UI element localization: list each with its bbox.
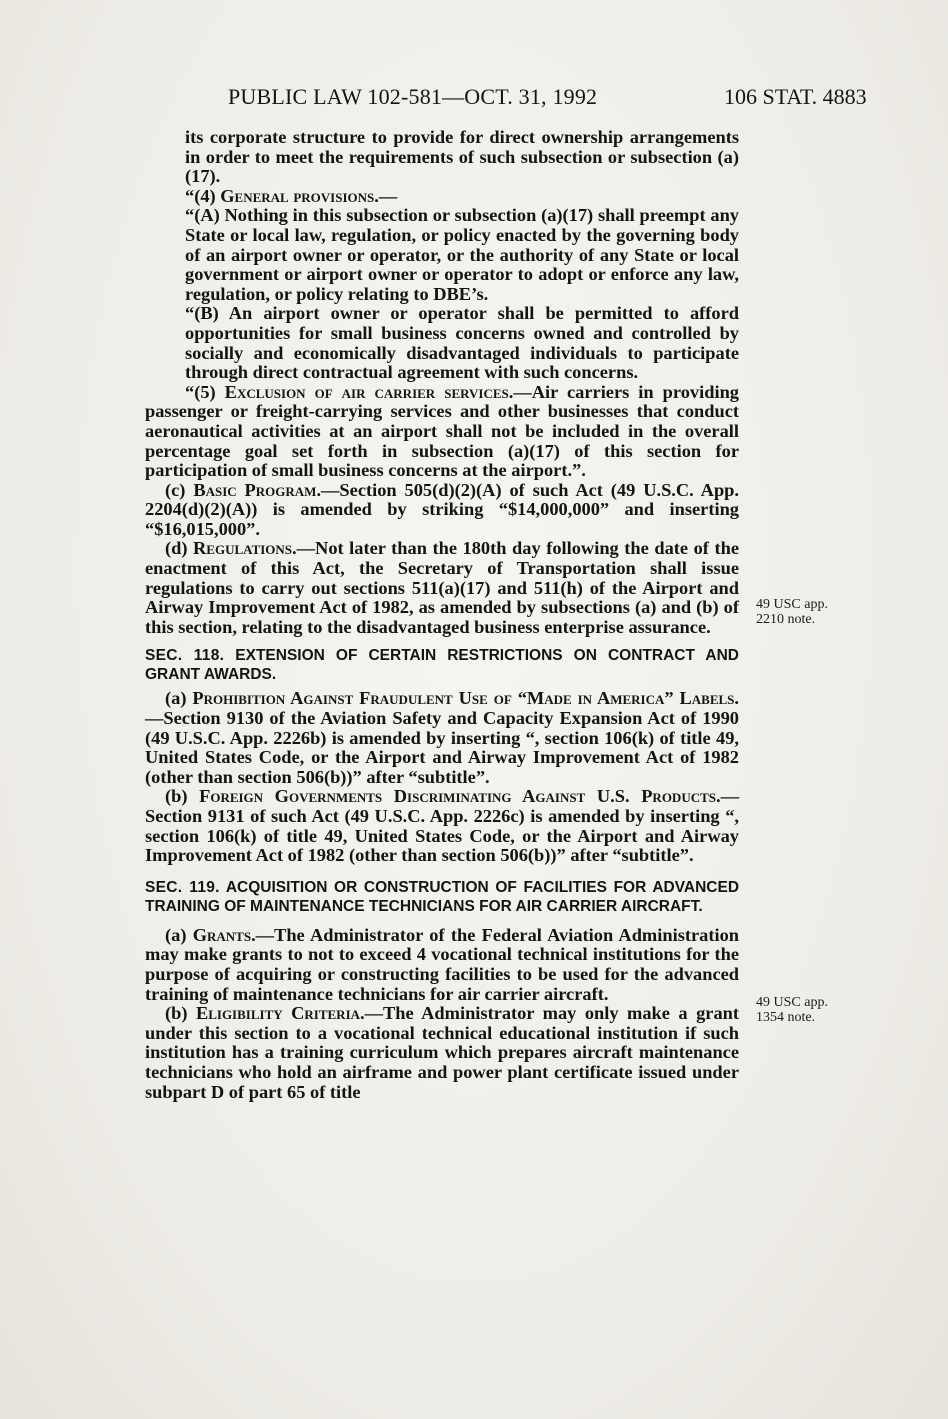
paragraph-made-in-america: [145, 689, 739, 787]
paragraph-regulations: [145, 539, 739, 637]
paragraph-heading: Foreign Governments Discriminating Against U.S. Products: [199, 786, 716, 807]
page-header-title: PUBLIC LAW 102-581—OCT. 31, 1992: [228, 84, 598, 109]
section-title: EXTENSION OF CERTAIN RESTRICTIONS ON CONTRACT AND GRANT AWARDS.: [145, 647, 739, 684]
paragraph-heading: Prohibition Against Fraudulent Use of “Made in America” Labels: [192, 688, 735, 709]
paragraph-text: .—Air carriers in providing passenger or freight-carrying services and other businesses that conduct aeronautical activities at an airport shall not be included in the overall percentage goal set forth in subsection (a)(17) of this section for participation of small business concerns at the airport.”.: [145, 381, 739, 481]
section-119-heading: [145, 878, 739, 916]
paragraph-heading: Exclusion of air carrier services: [224, 381, 509, 402]
section-number: SEC. 119.: [145, 878, 220, 896]
paragraph-text: .—Section 9131 of such Act (49 U.S.C. App. 2226c) is amended by inserting “, section 106(k) of title 49, United States Code, or the Airport and Airway Improvement Act of 1982 (other than section 506(b))” after “subtitle”.: [145, 786, 739, 866]
paragraph-lead: (a): [165, 688, 193, 709]
section-number: SEC. 118.: [145, 647, 225, 665]
paragraph-grants: [145, 926, 739, 1004]
margin-note-1-line1: 49 USC app.: [756, 597, 828, 612]
paragraph-basic-program: [145, 481, 739, 540]
margin-note-2: [756, 995, 828, 1025]
margin-note-2-line1: 49 USC app.: [756, 995, 828, 1010]
paragraph-lead: “(5): [185, 381, 225, 402]
paragraph-text: .—: [374, 185, 398, 206]
paragraph-heading: Regulations: [193, 538, 293, 559]
paragraph-heading: General provisions: [220, 185, 375, 206]
paragraph-lead: “(4): [185, 185, 221, 206]
paragraph-lead: (b): [165, 1003, 196, 1024]
paragraph-exclusion: [145, 383, 739, 481]
paragraph-a: “(A) Nothing in this subsection or subsection (a)(17) shall preempt any State or local law, regulation, or policy enacted by the governing body of an airport owner or operator, or the authority of any State or local government or airport owner or operator to adopt or enforce any law, regulation, or policy relating to DBE’s.: [185, 205, 739, 304]
paragraph-text: .—Section 9130 of the Aviation Safety and Capacity Expansion Act of 1990 (49 U.S.C. App. 2226b) is amended by inserting “, section 106(k) of title 49, United States Code, or the Airport and Airway Improvement Act of 1982 (other than section 506(b))” after “subtitle”.: [145, 688, 739, 787]
section-title: ACQUISITION OR CONSTRUCTION OF FACILITIES FOR ADVANCED TRAINING OF MAINTENANCE TECHNICIANS FOR AIR CARRIER AIRCRAFT.: [145, 878, 740, 915]
paragraph-text: .—Section 505(d)(2)(A) of such Act (49 U.S.C. App. 2204(d)(2)(A)) is amended by striking “$14,000,000” and inserting “$16,015,000”.: [145, 479, 739, 539]
margin-note-1: [756, 597, 828, 627]
paragraph-b: “(B) An airport owner or operator shall be permitted to afford opportunities for small business concerns owned and controlled by socially and economically disadvantaged individuals to participate through direct contractual agreement with such concerns.: [185, 303, 739, 383]
paragraph-heading: Eligibility Criteria: [195, 1003, 361, 1024]
paragraph-heading: Basic Program: [193, 479, 317, 500]
page-header-stat: 106 STAT. 4883: [724, 84, 867, 109]
paragraph-text: .—Not later than the 180th day following the date of the enactment of this Act, the Secretary of Transportation shall issue regulations to carry out sections 511(a)(17) and 511(h) of the Airport and Airway Improvement Act of 1982, as amended by subsections (a) and (b) of this section, relating to the disadvantaged business enterprise assurance.: [145, 538, 739, 637]
paragraph-text: .—The Administrator of the Federal Aviation Administration may make grants to not to exceed 4 vocational technical institutions for the purpose of acquiring or constructing facilities to be used for the advanced training of maintenance technicians for air carrier aircraft.: [145, 924, 739, 1004]
paragraph-foreign-governments: [145, 787, 739, 865]
paragraph-eligibility: [145, 1004, 739, 1102]
paragraph-lead: (b): [165, 786, 200, 807]
document-body: [145, 128, 739, 1102]
paragraph-lead: (a): [165, 924, 193, 945]
paragraph-lead: (d): [165, 538, 194, 559]
margin-note-1-line2: 2210 note.: [756, 612, 816, 627]
paragraph-lead: (c): [165, 479, 194, 500]
paragraph-text: .—The Administrator may only make a grant under this section to a vocational technical educational institution if such institution has a training curriculum which prepares aircraft maintenance technicians who hold an airframe and power plant certificate issued under subpart D of part 65 of title: [145, 1003, 739, 1102]
paragraph-general-provisions: [145, 187, 739, 207]
margin-note-2-line2: 1354 note.: [756, 1010, 816, 1025]
paragraph-heading: Grants: [192, 924, 252, 945]
section-118-heading: [145, 646, 739, 684]
paragraph-continuation: its corporate structure to provide for direct ownership arrangements in order to meet the requirements of such subsection or subsection (a)(17).: [185, 127, 739, 187]
